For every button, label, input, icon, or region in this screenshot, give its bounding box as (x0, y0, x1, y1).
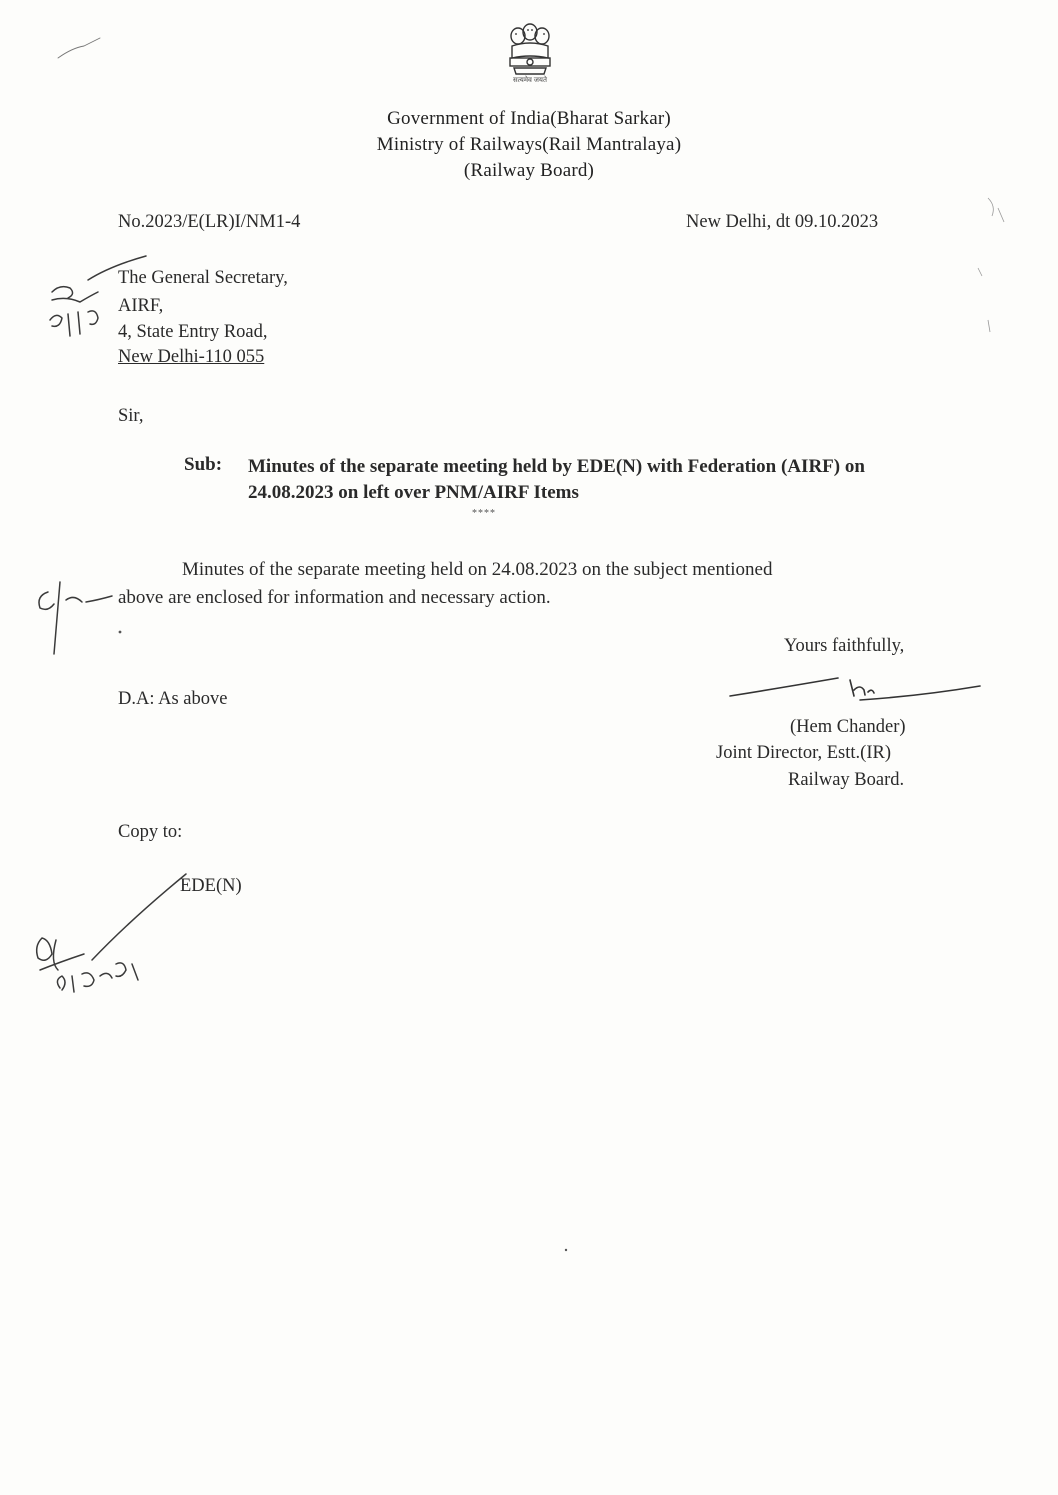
addressee-title: The General Secretary, (118, 268, 288, 288)
closing-yours: Yours faithfully, (784, 636, 905, 656)
addressee-city: New Delhi-110 055 (118, 347, 265, 367)
subject-label: Sub: (184, 454, 223, 475)
header-government: Government of India(Bharat Sarkar) (387, 108, 671, 129)
signatory-designation: Joint Director, Estt.(IR) (716, 743, 891, 763)
reference-number: No.2023/E(LR)I/NM1-4 (118, 212, 301, 232)
body-line-1: Minutes of the separate meeting held on 24.08.2023 on the subject mentioned (182, 559, 773, 580)
signature-icon (720, 666, 990, 706)
copy-to-label: Copy to: (118, 822, 183, 842)
addressee-org: AIRF, (118, 296, 164, 316)
body-line-2: above are enclosed for information and necessary action. (118, 587, 551, 608)
header-board: (Railway Board) (463, 160, 595, 181)
enclosure-note: D.A: As above (118, 689, 228, 709)
addressee-street: 4, State Entry Road, (118, 322, 268, 342)
signatory-name: (Hem Chander) (790, 717, 906, 737)
subject-separator: **** (472, 508, 496, 519)
subject-text: Minutes of the separate meeting held by EDE(N) with Federation (AIRF) on 24.08.2023 on left over PNM/AIRF Items (248, 456, 865, 503)
emblem-motto: सत्यमेव जयते (513, 76, 547, 84)
salutation: Sir, (118, 406, 144, 426)
signatory-office: Railway Board. (788, 770, 905, 790)
header-ministry: Ministry of Railways(Rail Mantralaya) (376, 134, 682, 155)
place-date: New Delhi, dt 09.10.2023 (686, 212, 879, 232)
copy-recipient: EDE(N) (180, 876, 242, 896)
